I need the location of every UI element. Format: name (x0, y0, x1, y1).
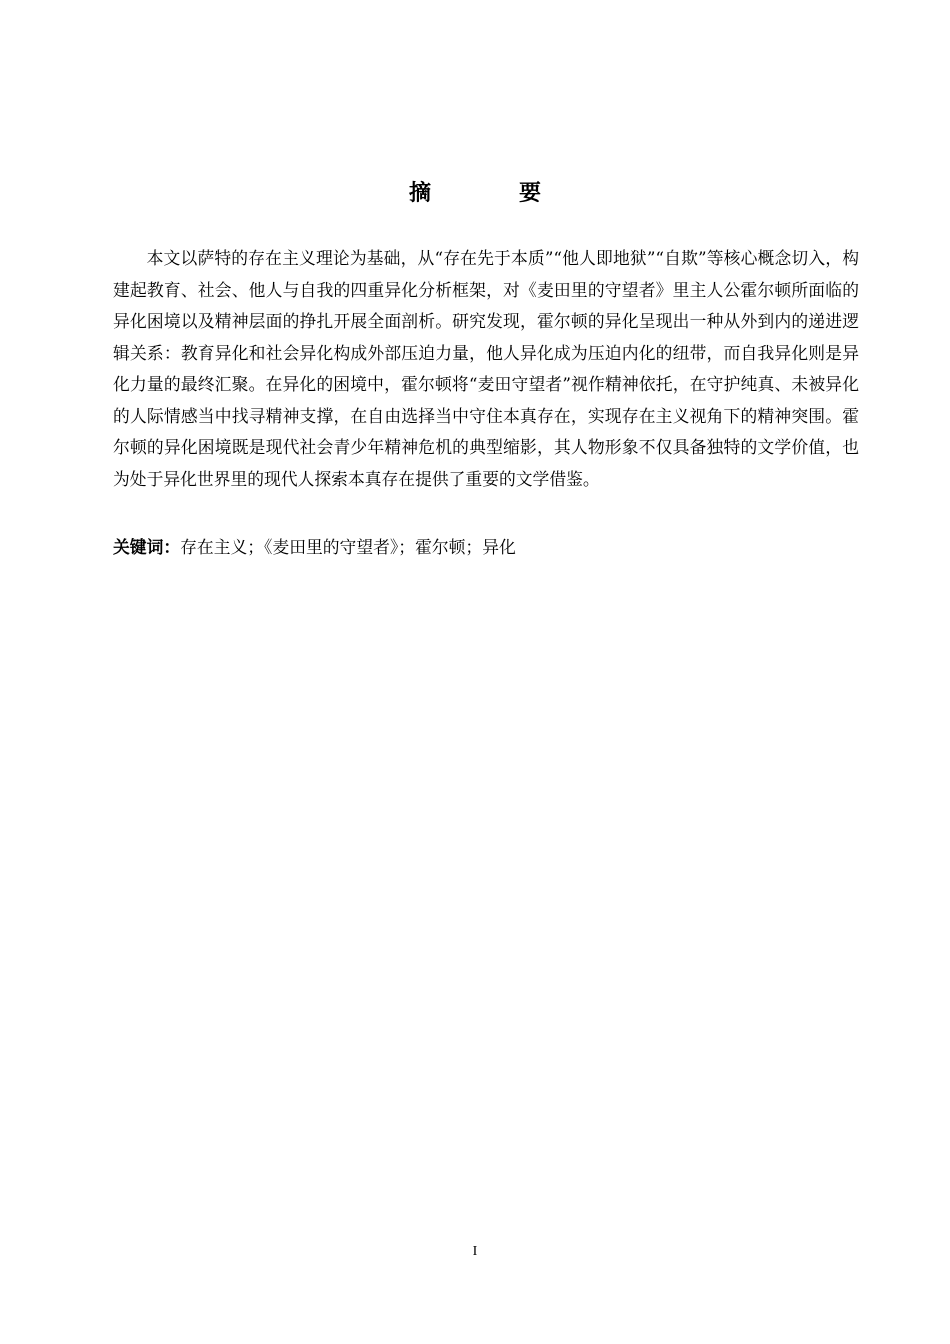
abstract-body: 本文以萨特的存在主义理论为基础，从“存在先于本质”“他人即地狱”“自欺”等核心概念切入，构建起教育、社会、他人与自我的四重异化分析框架，对《麦田里的守望者》里主人公霍尔顿所面临的异化困境以及精神层面的挣扎开展全面剖析。研究发现，霍尔顿的异化呈现出一种从外到内的递进逻辑关系：教育异化和社会异化构成外部压迫力量，他人异化成为压迫内化的纽带，而自我异化则是异化力量的最终汇聚。在异化的困境中，霍尔顿将“麦田守望者”视作精神依托，在守护纯真、未被异化的人际情感当中找寻精神支撑，在自由选择当中守住本真存在，实现存在主义视角下的精神突围。霍尔顿的异化困境既是现代社会青少年精神危机的典型缩影，其人物形象不仅具备独特的文学价值，也为处于异化世界里的现代人探索本真存在提供了重要的文学借鉴。 (113, 248, 859, 489)
keywords-label: 关键词： (113, 537, 181, 557)
keywords-value: 存在主义；《麦田里的守望者》；霍尔顿；异化 (180, 537, 516, 557)
abstract-title: 摘 要 (408, 181, 574, 206)
page-number: I (472, 1244, 478, 1259)
keywords-line (113, 533, 859, 561)
